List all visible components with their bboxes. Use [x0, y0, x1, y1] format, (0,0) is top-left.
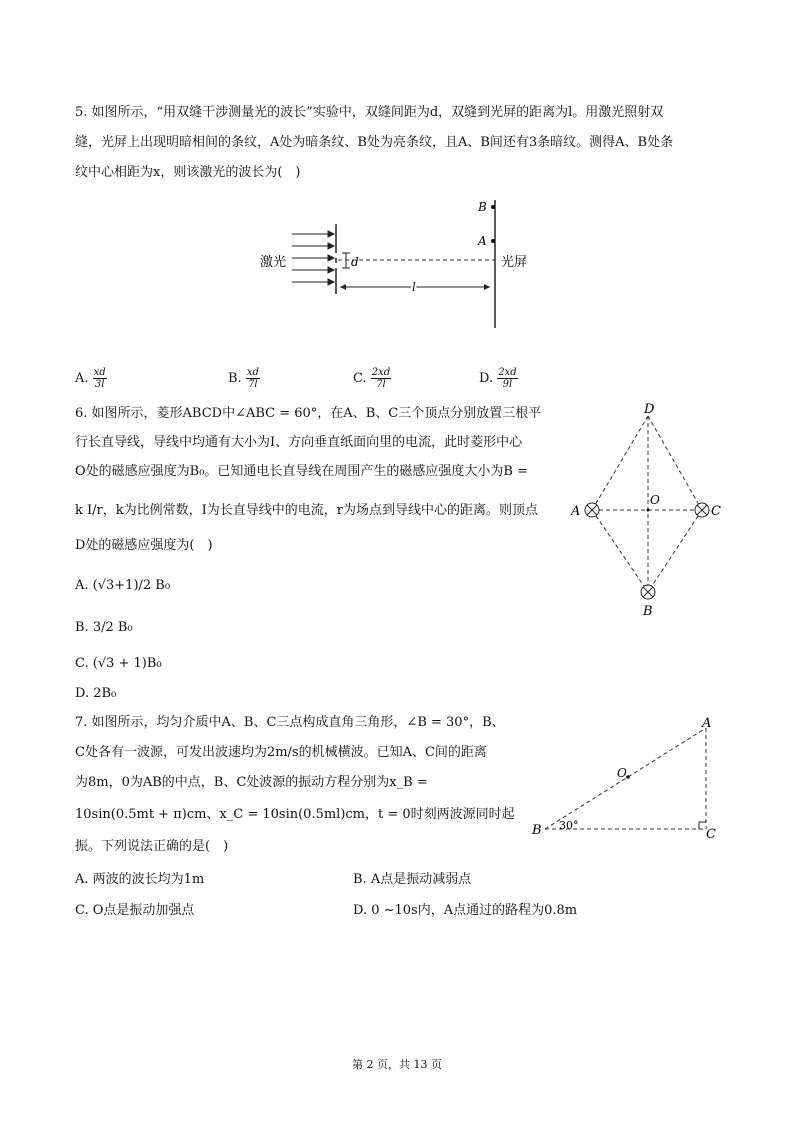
q6-line-1: 6. 如图所示，菱形ABCD中∠ABC = 60°，在A、B、C三个顶点分别放置三根平	[75, 406, 542, 421]
page-footer: 第 2 页，共 13 页	[352, 1058, 442, 1071]
label-A6: A	[571, 504, 581, 519]
label-O7: O	[617, 766, 627, 780]
q6-rhombus-figure	[565, 400, 735, 625]
q5-line-1: 5. 如图所示，“用双缝干涉测量光的波长”实验中，双缝间距为d，双缝到光屏的距离为l。用激光照射双	[75, 105, 664, 120]
q5-option-d: D. $\frac{2xd}{9l}$	[479, 367, 517, 390]
label-D: D	[644, 402, 655, 417]
q5-option-c: C. $\frac{2xd}{7l}$	[353, 367, 391, 390]
wire-a-icon	[585, 503, 599, 517]
label-A7: A	[702, 716, 712, 731]
q7-line-1: 7. 如图所示，均匀介质中A、B、C三点构成直角三角形，∠B = 30°，B、	[75, 715, 505, 730]
wire-c-icon	[695, 503, 709, 517]
q6-line-3: O处的磁感应强度为B₀。已知通电长直导线在周围产生的磁感应强度大小为B =	[75, 464, 529, 479]
q6-line-2: 行长直导线，导线中均通有大小为I、方向垂直纸面向里的电流，此时菱形中心	[75, 435, 523, 450]
q7-line-2: C处各有一波源，可发出波速均为2m/s的机械横波。已知A、C间的距离	[75, 745, 487, 760]
q6-option-d: D. 2B₀	[75, 686, 117, 701]
q7-option-a: A. 两波的波长均为1m	[75, 872, 205, 887]
laser-arrows	[292, 231, 334, 285]
label-screen: 光屏	[501, 255, 528, 270]
q7-option-c: C. O点是振动加强点	[75, 903, 195, 918]
label-l: l	[412, 280, 416, 294]
q5-option-b: B. $\frac{xd}{7l}$	[228, 367, 259, 390]
wire-b-icon	[641, 585, 655, 599]
label-B7: B	[532, 823, 542, 838]
label-B6: B	[643, 604, 653, 619]
q5-line-3: 纹中心相距为x，则该激光的波长为( )	[75, 165, 301, 180]
q7-line-4: 10sin(0.5mt + π)cm、x_C = 10sin(0.5ml)cm，t = 0时刻两波源同时起	[75, 807, 515, 822]
label-C6: C	[711, 504, 721, 519]
label-angle: 30°	[559, 819, 579, 832]
label-B: B	[478, 200, 487, 214]
label-d: d	[351, 255, 359, 269]
label-laser: 激光	[260, 255, 287, 270]
q6-option-b: B. 3/2 B₀	[75, 620, 133, 635]
label-A: A	[478, 234, 487, 248]
q6-line-5: D处的磁感应强度为( )	[75, 538, 213, 553]
q6-line-4: k I/r，k为比例常数，I为长直导线中的电流，r为场点到导线中心的距离。则顶点	[75, 503, 538, 518]
label-C7: C	[706, 827, 716, 842]
q5-option-a: A. $\frac{xd}{3l}$	[75, 367, 106, 390]
q7-triangle-figure	[528, 710, 728, 845]
q5-double-slit-figure	[250, 190, 550, 335]
q6-option-c: C. (√3 + 1)B₀	[75, 656, 162, 671]
q5-line-2: 缝，光屏上出现明暗相间的条纹，A处为暗条纹、B处为亮条纹，且A、B间还有3条暗纹。测得A、B处条	[75, 135, 674, 150]
q7-line-3: 为8m，0为AB的中点，B、C处波源的振动方程分别为x_B =	[75, 775, 428, 790]
q7-option-d: D. 0 ~10s内，A点通过的路程为0.8m	[353, 903, 578, 918]
q7-option-b: B. A点是振动减弱点	[353, 872, 472, 887]
label-O6: O	[650, 493, 660, 507]
q6-option-a: A. (√3+1)/2 B₀	[75, 578, 171, 593]
q7-line-5: 振。下列说法正确的是( )	[75, 839, 229, 854]
